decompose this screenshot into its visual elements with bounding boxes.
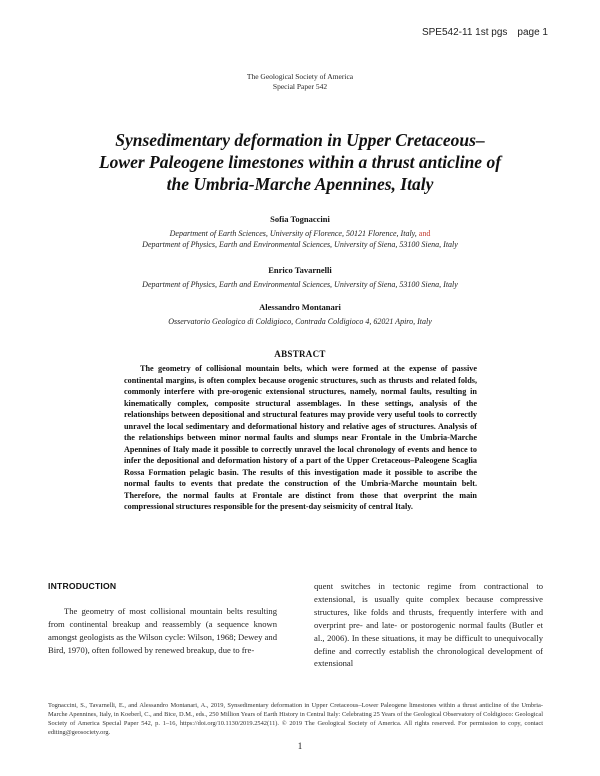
intro-right-column xyxy=(314,580,543,670)
intro-paragraph-continued: quent switches in tectonic regime from contractional to extensional, is usually quite complex because compressive structures, like folds and thrusts, frequently interfere with and overprint pre- and late- or postorogenic normal faults (Butler et al., 2006). In these situations, it may be difficult to unequivocally define and correctly establish the chronological development of extensional xyxy=(314,581,543,669)
author-name: Alessandro Montanari xyxy=(259,302,341,312)
author-name: Sofia Tognaccini xyxy=(270,214,330,224)
page-number: 1 xyxy=(297,741,303,751)
abstract-heading: ABSTRACT xyxy=(274,349,326,359)
affiliation-text: Department of Physics, Earth and Environmental Sciences, University of Siena, 53100 Siena, Italy xyxy=(142,240,458,249)
title-line: Lower Paleogene limestones within a thrust anticline of xyxy=(98,152,502,172)
title-line: Synsedimentary deformation in Upper Cretaceous– xyxy=(115,130,485,150)
series-name: Special Paper 542 xyxy=(272,82,328,91)
author-name: Enrico Tavarnelli xyxy=(268,265,332,275)
society-name: The Geological Society of America xyxy=(246,72,354,81)
author-affiliation: Osservatorio Geologico di Coldigioco, Contrada Coldigioco 4, 62021 Apiro, Italy xyxy=(168,317,432,326)
document-id: SPE542-11 1st pgs xyxy=(421,27,508,38)
affiliation-and: and xyxy=(418,229,431,238)
paper-title xyxy=(0,129,600,195)
series-info xyxy=(0,72,600,92)
page-label: page 1 xyxy=(517,27,548,38)
abstract-body xyxy=(124,363,477,513)
intro-paragraph: The geometry of most collisional mountain belts resulting from continental breakup and reassembly (a sequence known amongst geologists as the Wilson cycle: Wilson, 1968; Dewey and Bird, 1970), often followed by renewed breakup, due to fre- xyxy=(48,605,277,655)
title-line: the Umbria-Marche Apennines, Italy xyxy=(166,174,434,194)
abstract-text: The geometry of collisional mountain belts, which were formed at the expense of passive continental margins, is often complex because orogenic structures, such as thrusts and related folds, commonly interfere with pre-orogenic extensional structures, namely, normal faults, resulting in kinematically complex, composite structural assemblages. In these settings, analysis of the relationships between depositional and structural features may provide very useful tools to correctly unravel the local sedimentary and deformational history and relative ages of structures. Analysis of the relationships between minor normal faults and slumps near Frontale in the Umbria-Marche Apennines of Italy made it possible to correctly unravel the local chronology of events and hence to infer the depositional and deformation history of a part of the Upper Cretaceous–Paleogene Scaglia Rossa Formation pelagic basin. The results of this investigation made it possible to ascribe the normal faults to events that predate the construction of the Umbria-Marche mountain belt. Therefore, the normal faults at Frontale are distinct from those that overprint the main compressional structures responsible for the present-day seismicity of central Italy. xyxy=(124,364,477,511)
section-heading: INTRODUCTION xyxy=(48,581,117,591)
author-affiliation: Department of Physics, Earth and Environmental Sciences, University of Siena, 53100 Siena, Italy xyxy=(142,280,458,289)
page-header xyxy=(422,27,548,38)
author-affiliation xyxy=(0,228,600,250)
affiliation-text: Department of Earth Sciences, University of Florence, 50121 Florence, Italy, xyxy=(169,229,417,238)
intro-left-column xyxy=(48,580,277,657)
citation-footnote: Tognaccini, S., Tavarnelli, E., and Alessandro Montanari, A., 2019, Synsedimentary deformation in Upper Cretaceous–Lower Paleogene limestones within a thrust anticline of the Umbria-Marche Apennines, Italy, in Koeberl, C., and Bice, D.M., eds., 250 Million Years of Earth History in Central Italy: Celebrating 25 Years of the Geological Observatory of Coldigioco: Geological Society of America Special Paper 542, p. 1–16, https://doi.org/10.1130/2019.2542(11). © 2019 The Geological Society of America. All rights reserved. For permission to copy, contact editing@geosociety.org. xyxy=(48,702,543,736)
